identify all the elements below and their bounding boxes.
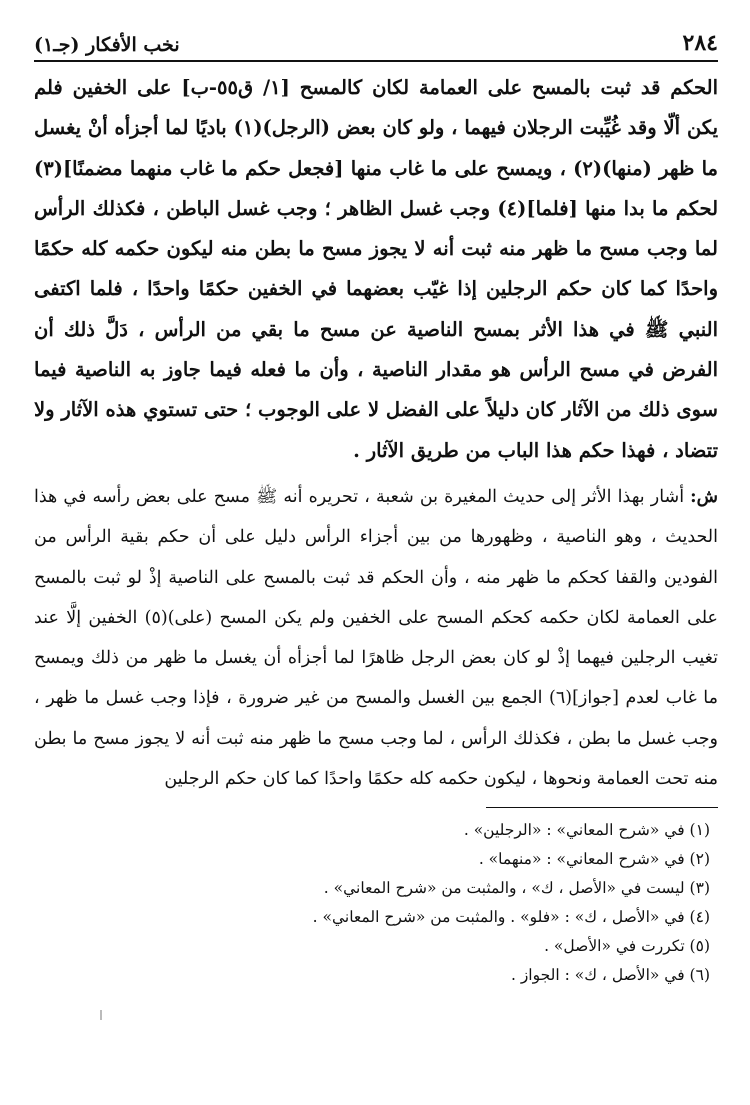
sharh-text: أشار بهذا الأثر إلى حديث المغيرة بن شعبة ، تحريره أنه ﷺ مسح على بعض رأسه في هذا الحديث ، وهو الناصية ، وظهورها من بين أجزاء الرأس دليل على أن حكم بقية الرأس من الفودين والقفا كحكم ما ظهر منه ، وأن الحكم قد ثبت بالمسح على الناصية إذْ لو ثبت بالمسح على العمامة لكان حكمه كحكم المسح على الخفين ولم يكن المسح (على)(٥) الخفين إلَّا عند تغيب الرجلين فيهما إذْ لو كان بعض الرجل ظاهرًا لما أجزأه أن يغسل ما ظهر من ذلك ويمسح ما غاب لعدم [جواز](٦) الجمع بين الغسل والمسح من غير ضرورة ، فإذا وجب غسل ما ظهر ، وجب غسل ما بطن ، فكذلك الرأس ، لما وجب مسح ما ظهر منه ثبت أنه لا يجوز مسح ما بطن منه تحت العمامة ونحوها ، ليكون حكمه كله حكمًا واحدًا كما كان حكم الرجلين [34, 486, 719, 790]
footnote-5: (٥) تكررت في «الأصل» . [544, 937, 710, 956]
matn-paragraph: الحكم قد ثبت بالمسح على العمامة لكان كالمسح [١/ ق٥٥-ب] على الخفين فلم يكن ألّا وقد غُيِّبت الرجلان فيهما ، ولو كان بعض (الرجل)(١) باديًا لما أجزأه أنْ يغسل ما ظهر (منها)(٢) ، ويمسح على ما غاب منها [فجعل حكم ما غاب منهما مضمنًا](٣) لحكم ما بدا منها [فلما](٤) وجب غسل الظاهر ؛ وجب غسل الباطن ، فكذلك الرأس لما وجب مسح ما ظهر منه ثبت أنه لا يجوز مسح ما بطن منه ليكون حكمه كله حكمًا واحدًا كما كان حكم الرجلين إذا غيّب بعضهما في الخفين حكمًا واحدًا ، فلما اكتفى النبي ﷺ في هذا الأثر بمسح الناصية عن مسح ما بقي من الرأس ، دَلَّ ذلك أن الفرض في مسح الرأس هو مقدار الناصية ، وأن ما فعله فيما جاوز به الناصية فيما سوى ذلك من الآثار كان دليلاً على الفضل لا على الوجوب ؛ حتى تستوي هذه الآثار ولا تتضاد ، فهذا حكم هذا الباب من طريق الآثار . [34, 76, 719, 462]
footnote-6: (٦) في «الأصل ، ك» : الجواز . [510, 966, 710, 985]
sharh-paragraph [34, 477, 718, 799]
footnote-divider [486, 807, 718, 808]
footnote-4: (٤) في «الأصل ، ك» : «فلو» . والمثبت من «شرح المعاني» . [312, 908, 710, 927]
footnote-1: (١) في «شرح المعاني» : «الرجلين» . [463, 821, 710, 840]
footnote-3: (٣) ليست في «الأصل ، ك» ، والمثبت من «شرح المعاني» . [323, 879, 710, 898]
running-title: نخب الأفكار (جـ١) [34, 34, 180, 56]
sharh-label: ش: [690, 486, 718, 507]
book-page [34, 22, 718, 1082]
page-header [34, 22, 718, 62]
footnotes-list [34, 816, 718, 990]
page-number: ٢٨٤ [682, 30, 718, 56]
footnote-2: (٢) في «شرح المعاني» : «منهما» . [478, 850, 710, 869]
main-text [34, 68, 718, 799]
gutter-mark [100, 1010, 102, 1020]
